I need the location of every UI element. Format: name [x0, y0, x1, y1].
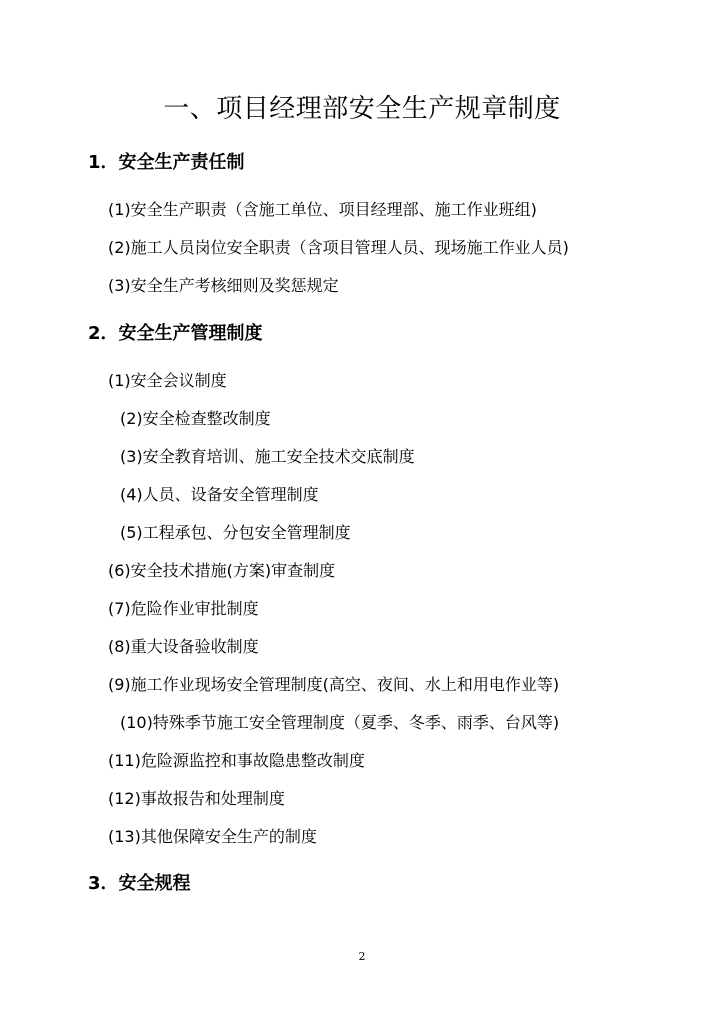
list-item: (1)安全会议制度: [108, 371, 227, 390]
list-item: (2)安全检查整改制度: [120, 409, 271, 428]
page-number: 2: [358, 950, 366, 963]
section-heading-1: 1．安全生产责任制: [88, 152, 245, 173]
list-item: (7)危险作业审批制度: [108, 599, 259, 618]
list-item: (1)安全生产职责（含施工单位、项目经理部、施工作业班组): [108, 200, 537, 219]
list-item: (11)危险源监控和事故隐患整改制度: [108, 751, 365, 770]
list-item: (3)安全教育培训、施工安全技术交底制度: [120, 447, 415, 466]
page-title: 一、项目经理部安全生产规章制度: [163, 94, 561, 124]
list-item: (6)安全技术措施(方案)审查制度: [108, 561, 336, 580]
list-item: (3)安全生产考核细则及奖惩规定: [108, 276, 339, 295]
list-item: (5)工程承包、分包安全管理制度: [120, 523, 351, 542]
list-item: (13)其他保障安全生产的制度: [108, 827, 317, 846]
list-item: (10)特殊季节施工安全管理制度（夏季、冬季、雨季、台风等): [120, 713, 560, 732]
list-item: (12)事故报告和处理制度: [108, 789, 285, 808]
section-heading-3: 3．安全规程: [88, 873, 191, 894]
list-item: (2)施工人员岗位安全职责（含项目管理人员、现场施工作业人员): [108, 238, 569, 257]
list-item: (4)人员、设备安全管理制度: [120, 485, 319, 504]
list-item: (9)施工作业现场安全管理制度(高空、夜间、水上和用电作业等): [108, 675, 560, 694]
list-item: (8)重大设备验收制度: [108, 637, 259, 656]
section-heading-2: 2．安全生产管理制度: [88, 323, 263, 344]
